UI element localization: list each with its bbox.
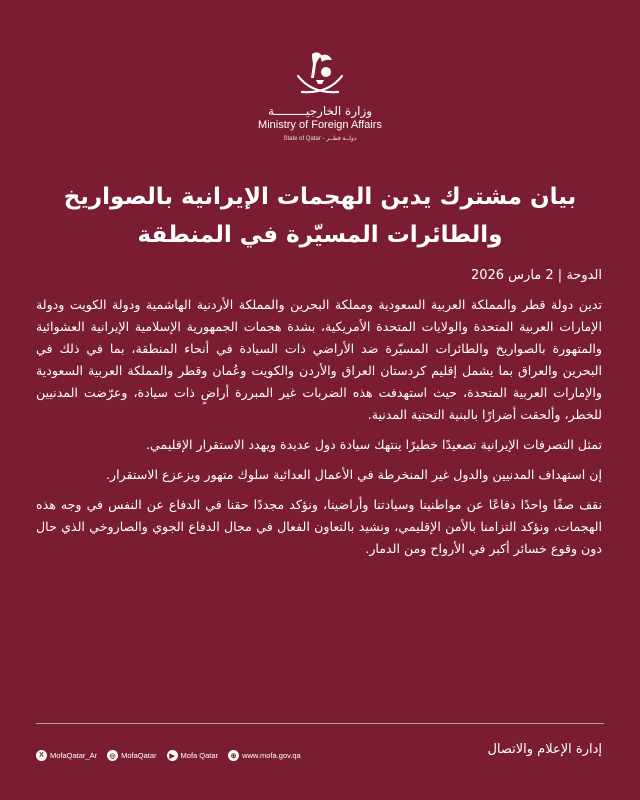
youtube-icon: ▶: [167, 750, 178, 761]
footer-divider: [36, 723, 604, 724]
social-handle: MofaQatar: [121, 751, 157, 760]
social-handle: Mofa Qatar: [180, 751, 219, 760]
dateline: الدوحة | 2 مارس 2026: [470, 268, 602, 283]
instagram-icon: ◎: [107, 750, 118, 761]
paragraph: إن استهداف المدنيين والدول غير المنخرطة في الأعمال العدائية سلوك متهور ويزعزع الاستقرار.: [106, 467, 602, 482]
x-icon: X: [36, 750, 47, 761]
state-of-qatar: State of Qatar - دولــة قطــر: [283, 136, 357, 142]
statement-body: [36, 294, 602, 568]
social-handle: www.mofa.gov.qa: [242, 751, 301, 760]
social-links: [36, 750, 301, 761]
ministry-name-ar: وزارة الخارجيـــــــــة: [267, 104, 373, 118]
social-youtube[interactable]: [167, 750, 219, 761]
department-name: إدارة الإعلام والاتصال: [487, 742, 602, 757]
social-website[interactable]: [228, 750, 301, 761]
emblem-icon: [292, 50, 348, 102]
social-handle: MofaQatar_Ar: [50, 751, 98, 760]
paragraph: تمثل التصرفات الإيرانية تصعيدًا خطيرًا ينتهك سيادة دول عديدة ويهدد الاستقرار الإقليمي.: [146, 437, 602, 452]
globe-icon: ⊕: [228, 750, 239, 761]
social-instagram[interactable]: [107, 750, 156, 761]
ministry-name-en: Ministry of Foreign Affairs: [258, 119, 382, 131]
ministry-emblem: [0, 50, 640, 102]
paragraph: تدين دولة قطر والمملكة العربية السعودية ومملكة البحرين والمملكة الأردنية الهاشمية ودولة الكويت ودولة الإمارات العربية المتحدة والولايات المتحدة الأمريكية، بشدة هجمات الجمهورية الإسلامية الإيرانية العشوائية والمتهورة بالصواريخ والطائرات المسيّرة ضد الأراضي ذات السيادة في أنحاء المنطقة، بما في ذلك في البحرين والعراق بما يشمل إقليم كردستان العراق والأردن والكويت وعُمان وقطر والمملكة العربية السعودية والإمارات العربية المتحدة، حيث استهدفت هذه الضربات غير المبررة أراضٍ ذات سيادة، وعرّضت المدنيين للخطر، وألحقت أضرارًا بالبنية التحتية المدنية.: [36, 297, 602, 422]
paragraph: نقف صفًا واحدًا دفاعًا عن مواطنينا وسيادتنا وأراضينا، ونؤكد مجددًا حقنا في الدفاع عن النفس في وجه هذه الهجمات، ونؤكد التزامنا بالأمن الإقليمي، ونشيد بالتعاون الفعال في مجال الدفاع الجوي والصاروخي الذي حال دون وقوع خسائر أكبر في الأرواح ومن الدمار.: [36, 497, 602, 556]
social-x[interactable]: [36, 750, 97, 761]
statement-title: بيان مشترك يدين الهجمات الإيرانية بالصواريخ والطائرات المسيّرة في المنطقة: [63, 184, 577, 248]
